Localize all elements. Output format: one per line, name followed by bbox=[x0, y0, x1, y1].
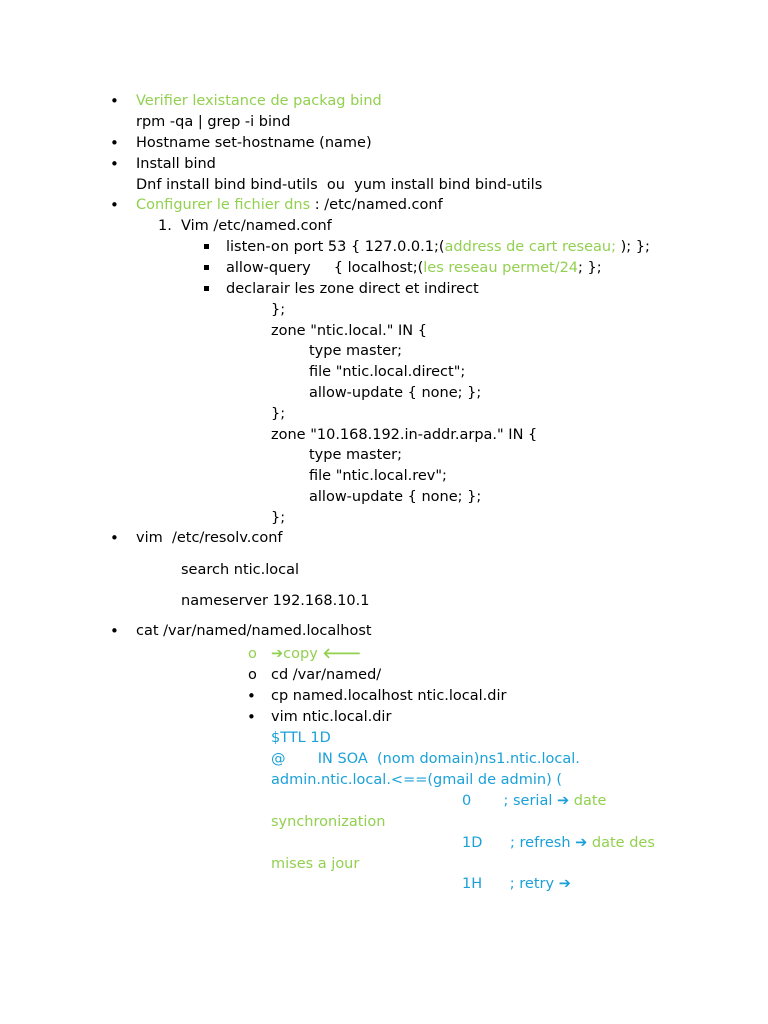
numbered-item-number: 1. bbox=[158, 218, 172, 234]
config-line: zone "10.168.192.in-addr.arpa." IN { bbox=[271, 427, 538, 443]
bullet-icon: • bbox=[247, 687, 256, 705]
square-bullet-icon bbox=[204, 244, 209, 249]
copy-label: copy bbox=[283, 646, 318, 662]
zone-line bbox=[462, 792, 606, 810]
bullet-icon: • bbox=[110, 529, 119, 547]
config-line: }; bbox=[271, 510, 286, 526]
copy-item bbox=[271, 645, 361, 663]
command-text: cd /var/named/ bbox=[271, 667, 382, 683]
config-line: }; bbox=[271, 302, 286, 318]
config-line: allow-update { none; }; bbox=[309, 385, 482, 401]
right-arrow-icon: ➔ bbox=[271, 646, 284, 662]
config-line: search ntic.local bbox=[181, 562, 300, 578]
config-line bbox=[226, 238, 650, 256]
command-text: vim ntic.local.dir bbox=[271, 709, 392, 725]
zone-note: date bbox=[573, 793, 607, 809]
bullet-icon: • bbox=[110, 196, 119, 214]
config-line bbox=[226, 259, 602, 277]
square-bullet-icon bbox=[204, 265, 209, 270]
sub-bullet-o: o bbox=[248, 646, 257, 662]
zone-line bbox=[462, 875, 571, 893]
config-line: type master; bbox=[309, 447, 403, 463]
right-arrow-icon: ➔ bbox=[556, 793, 570, 809]
config-line: type master; bbox=[309, 343, 403, 359]
config-text: ; }; bbox=[578, 260, 602, 276]
command-text: cp named.localhost ntic.local.dir bbox=[271, 688, 507, 704]
list-item-label: Configurer le fichier dns bbox=[136, 197, 311, 213]
zone-refresh: 1D ; refresh bbox=[462, 835, 576, 851]
config-line: zone "ntic.local." IN { bbox=[271, 323, 427, 339]
zone-note: synchronization bbox=[271, 814, 386, 830]
numbered-item: Vim /etc/named.conf bbox=[181, 218, 332, 234]
list-item: Verifier lexistance de packag bind bbox=[136, 93, 382, 109]
config-line: file "ntic.local.rev"; bbox=[309, 468, 447, 484]
config-line: allow-update { none; }; bbox=[309, 489, 482, 505]
file-path: : /etc/named.conf bbox=[310, 197, 443, 213]
config-text: ); }; bbox=[620, 239, 650, 255]
zone-line: $TTL 1D bbox=[271, 730, 331, 746]
list-item: vim /etc/resolv.conf bbox=[136, 530, 283, 546]
config-text: allow-query { localhost;( bbox=[226, 260, 424, 276]
zone-line bbox=[462, 834, 655, 852]
right-arrow-icon: ➔ bbox=[575, 835, 588, 851]
zone-retry: 1H ; retry bbox=[462, 876, 559, 892]
config-line: file "ntic.local.direct"; bbox=[309, 364, 466, 380]
left-arrow-icon: 🡐 bbox=[322, 646, 362, 662]
command-text: rpm -qa | grep -i bind bbox=[136, 114, 291, 130]
zone-note: date des bbox=[591, 835, 655, 851]
zone-line: admin.ntic.local.<==(gmail de admin) ( bbox=[271, 772, 562, 788]
list-item: cat /var/named/named.localhost bbox=[136, 623, 372, 639]
command-text: Dnf install bind bind-utils ou yum install bind bind-utils bbox=[136, 177, 543, 193]
zone-serial: 0 ; serial bbox=[462, 793, 557, 809]
list-item: Install bind bbox=[136, 156, 216, 172]
bullet-icon: • bbox=[110, 622, 119, 640]
bullet-icon: • bbox=[110, 134, 119, 152]
config-note: les reseau permet/24 bbox=[423, 260, 579, 276]
list-item: Hostname set-hostname (name) bbox=[136, 135, 372, 151]
bullet-icon: • bbox=[247, 708, 256, 726]
config-note: address de cart reseau; bbox=[444, 239, 621, 255]
list-item bbox=[136, 196, 443, 214]
square-bullet-icon bbox=[204, 286, 209, 291]
zone-note: mises a jour bbox=[271, 856, 360, 872]
zone-line: @ IN SOA (nom domain)ns1.ntic.local. bbox=[271, 751, 580, 767]
config-text: listen-on port 53 { 127.0.0.1;( bbox=[226, 239, 445, 255]
config-line: }; bbox=[271, 406, 286, 422]
right-arrow-icon: ➔ bbox=[558, 876, 571, 892]
config-line: declarair les zone direct et indirect bbox=[226, 281, 479, 297]
config-line: nameserver 192.168.10.1 bbox=[181, 593, 370, 609]
bullet-icon: • bbox=[110, 155, 119, 173]
bullet-icon: • bbox=[110, 92, 119, 110]
sub-bullet-o: o bbox=[248, 667, 257, 683]
